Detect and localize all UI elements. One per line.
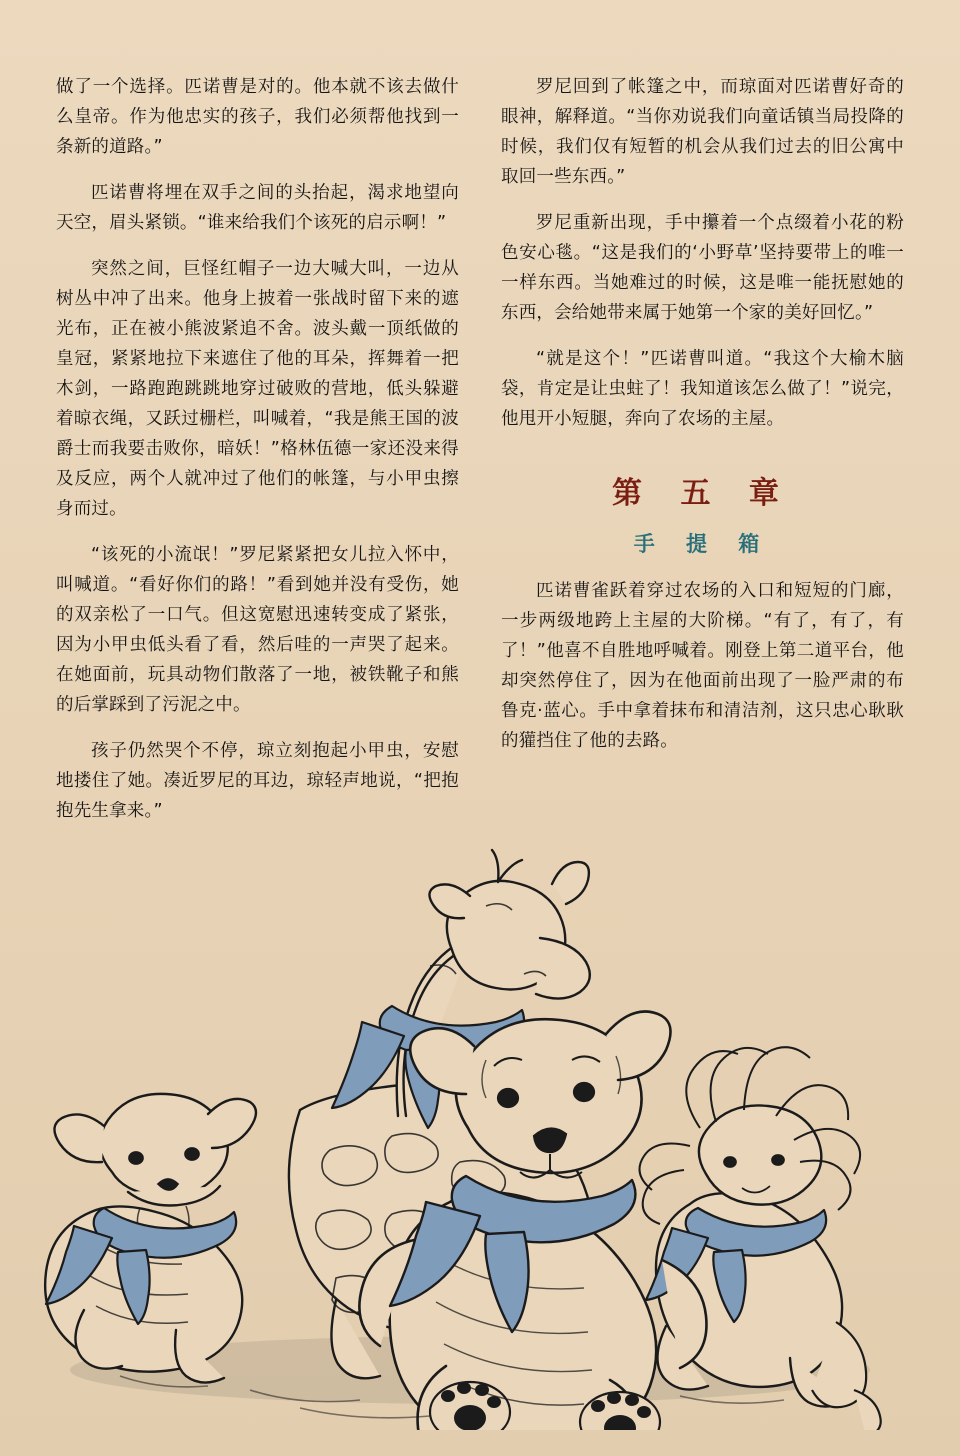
paragraph: “就是这个！”匹诺曹叫道。“我这个大榆木脑袋，肯定是让虫蛀了！我知道该怎么做了！”说完，他甩开小短腿，奔向了农场的主屋。	[501, 349, 904, 429]
text-columns	[56, 72, 904, 842]
right-column	[501, 72, 904, 842]
paragraph: 孩子仍然哭个不停，琼立刻抱起小甲虫，安慰地搂住了她。凑近罗尼的耳边，琼轻声地说，“把抱抱先生拿来。”	[56, 741, 459, 821]
paragraph: “该死的小流氓！”罗尼紧紧把女儿拉入怀中，叫喊道。“看好你们的路！”看到她并没有受伤，她的双亲松了一口气。但这宽慰迅速转变成了紧张，因为小甲虫低头看了看，然后哇的一声哭了起来。在她面前，玩具动物们散落了一地，被铁靴子和熊的后掌踩到了污泥之中。	[56, 545, 459, 715]
paragraph: 匹诺曹雀跃着穿过农场的入口和短短的门廊，一步两级地跨上主屋的大阶梯。“有了，有了，有了！”他喜不自胜地呼喊着。刚登上第二道平台，他却突然停住了，因为在他面前出现了一脸严肃的布鲁克·蓝心。手中拿着抹布和清洁剂，这只忠心耿耿的獾挡住了他的去路。	[501, 581, 904, 751]
chapter-heading	[501, 468, 904, 558]
left-column	[56, 72, 459, 842]
chapter-number: 第 五 章	[612, 476, 793, 511]
paragraph: 匹诺曹将埋在双手之间的头抬起，渴求地望向天空，眉头紧锁。“谁来给我们个该死的启示啊！”	[56, 183, 459, 233]
paragraph: 罗尼重新出现，手中攥着一个点缀着小花的粉色安心毯。“这是我们的‘小野草’坚持要带上的唯一一样东西。当她难过的时候，这是唯一能抚慰她的东西，会给她带来属于她第一个家的美好回忆。”	[501, 213, 904, 323]
plush-toys-illustration	[0, 810, 960, 1430]
paragraph: 罗尼回到了帐篷之中，而琼面对匹诺曹好奇的眼神，解释道。“当你劝说我们向童话镇当局投降的时候，我们仅有短暂的机会从我们过去的旧公寓中取回一些东西。”	[501, 77, 904, 187]
paragraph: 突然之间，巨怪红帽子一边大喊大叫，一边从树丛中冲了出来。他身上披着一张战时留下来的遮光布，正在被小熊波紧追不舍。波头戴一顶纸做的皇冠，紧紧地拉下来遮住了他的耳朵，挥舞着一把木剑，一路跑跑跳跳地穿过破败的营地，低头躲避着晾衣绳，又跃过栅栏，叫喊着，“我是熊王国的波爵士而我要击败你，暗妖！”格林伍德一家还没来得及反应，两个人就冲过了他们的帐篷，与小甲虫擦身而过。	[56, 259, 459, 519]
chapter-title: 手 提 箱	[633, 531, 772, 556]
paragraph: 做了一个选择。匹诺曹是对的。他本就不该去做什么皇帝。作为他忠实的孩子，我们必须帮他找到一条新的道路。”	[56, 77, 459, 157]
